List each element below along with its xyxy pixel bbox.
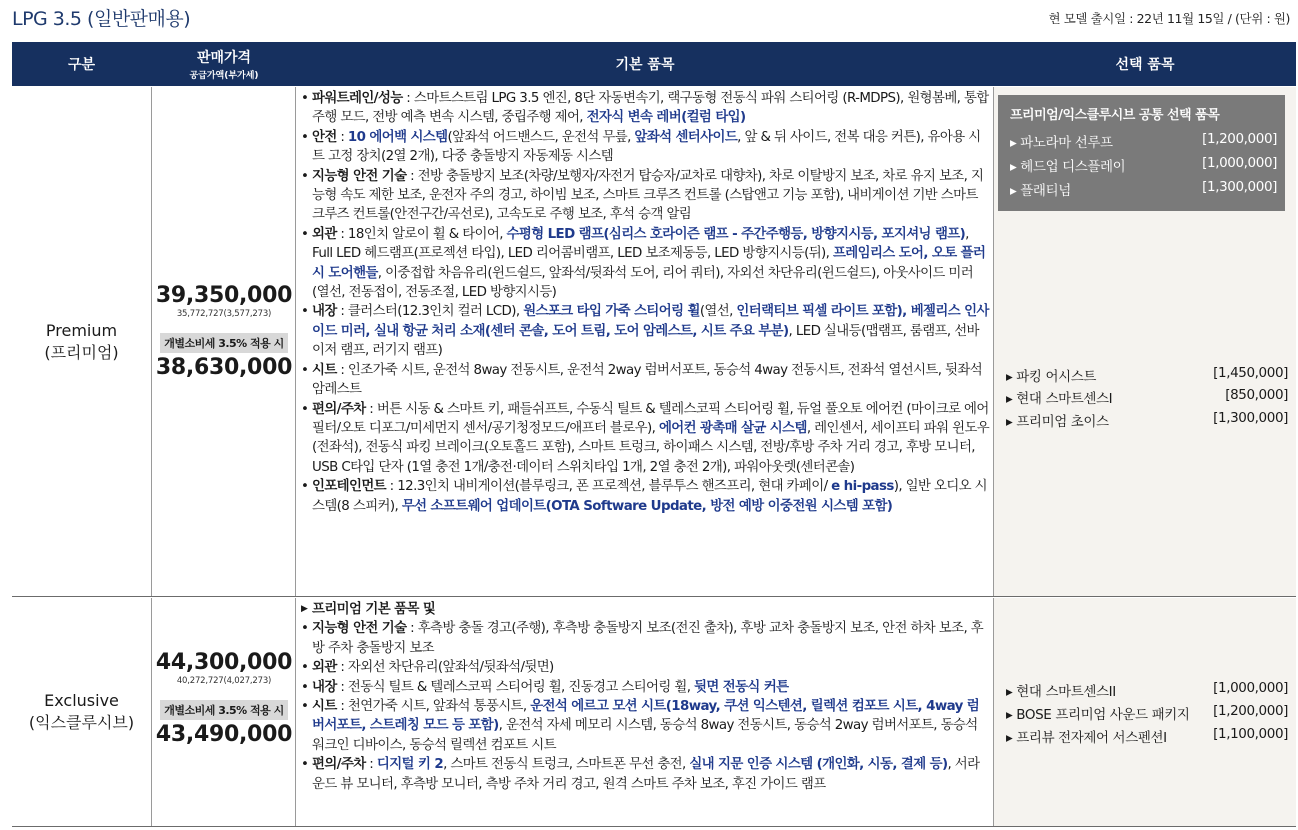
basic-items-premium [300,89,990,516]
option-item: ▸ BOSE 프리미엄 사운드 패키지 [1,200,000] [1006,703,1288,723]
supply-price: 35,772,727(3,577,273) [176,309,272,319]
list-item: • 시트 : 인조가죽 시트, 운전석 8way 전동시트, 운전석 2way 럼버서포트, 동승석 4way 전동시트, 전좌석 열선시트, 뒷좌석 암레스트 [300,361,990,400]
tax-label: 개별소비세 3.5% 적용 시 [160,700,288,720]
list-item: • 시트 : 천연가죽 시트, 앞좌석 통풍시트, 운전석 에르고 모션 시트(18way, 쿠션 익스텐션, 릴렉션 컴포트 시트, 4way 럼버서포트, 스트레칭 모드 등 포함), 운전석 자세 메모리 시스템, 동승석 8way 전동시트, 동승석 2way 럼버서포트, 동승석 워크인 디바이스, 동승석 릴렉션 컴포트 시트 [300,697,990,755]
list-item: • 지능형 안전 기술 : 후측방 충돌 경고(주행), 후측방 충돌방지 보조(전진 출차), 후방 교차 충돌방지 보조, 안전 하차 보조, 후방 주차 충돌방지 보조 [300,619,990,658]
trim-name: Exclusive [44,691,119,710]
trim-row-exclusive [12,598,1296,827]
option-item: ▸ 프리미엄 초이스 [1,300,000] [1006,410,1288,430]
common-options-box [998,95,1285,211]
price-value: 39,350,000 [155,283,293,308]
option-item: ▸ 프리뷰 전자제어 서스펜션I [1,100,000] [1006,726,1288,746]
header-category [12,42,151,86]
option-cell-premium [994,87,1296,596]
option-item: ▸ 현대 스마트센스II [1,000,000] [1006,680,1288,700]
header-basic-label: 기본 품목 [615,57,675,73]
header-option-label: 선택 품목 [1115,57,1175,73]
trim-name: Premium [45,320,118,340]
header-price-sub: 공급가액(부가세) [189,71,259,81]
header-basic [296,42,994,86]
list-item: • 외관 : 18인치 알로이 휠 & 타이어, 수평형 LED 램프(심리스 호라이즌 램프 - 주간주행등, 방향지시등, 포지셔닝 램프), Full LED 헤드램프(프로젝션 타입), LED 리어콤비램프, LED 보조제동등, LED 방향지시등(뒤), 프레임리스 도어, 오토 플러시 도어핸들, 이중접합 차음유리(윈드쉴드, 앞좌석/뒷좌석 도어, 리어 쿼터), 자외선 차단유리(윈드쉴드), 아웃사이드 미러(열선, 전동접이, 전동조절, LED 방향지시등) [300,225,990,303]
trim-name-exclusive [12,598,151,826]
list-item: • 지능형 안전 기술 : 전방 충돌방지 보조(차량/보행자/자전거 탑승자/교차로 대향차), 차로 이탈방지 보조, 차로 유지 보조, 지능형 속도 제한 보조, 운전자 주의 경고, 하이빔 보조, 스마트 크루즈 컨트롤 (스탑앤고 기능 포함), 내비게이션 기반 스마트 크루즈 컨트롤(안전구간/곡선로), 고속도로 주행 보조, 후석 승객 알림 [300,167,990,225]
list-item: • 파워트레인/성능 : 스마트스트림 LPG 3.5 엔진, 8단 자동변속기, 랙구동형 전동식 파워 스티어링 (R-MDPS), 원형봄베, 통합 주행 모드, 전방 예측 변속 시스템, 중립주행 제어, 전자식 변속 레버(컬럼 타입) [300,89,990,128]
header-price [152,42,296,86]
list-item: • 내장 : 클러스터(12.3인치 컬러 LCD), 원스포크 타입 가죽 스티어링 휠(열선, 인터랙티브 픽셀 라이트 포함), 베젤리스 인사이드 미러, 실내 항균 처리 소재(센터 콘솔, 도어 트림, 도어 암레스트, 시트 주요 부분), LED 실내등(맵램프, 룸램프, 선바이저 램프, 러기지 램프) [300,302,990,360]
option-cell-exclusive [994,598,1296,826]
list-item: • 외관 : 자외선 차단유리(앞좌석/뒷좌석/뒷면) [300,658,990,677]
list-item: • 내장 : 전동식 틸트 & 텔레스코픽 스티어링 휠, 진동경고 스티어링 휠, 뒷면 전동식 커튼 [300,678,990,697]
trim-name-kr: (익스클루시브) [28,713,135,732]
header-price-label: 판매가격 [196,50,252,66]
option-item: ▸ 현대 스마트센스I [850,000] [1006,387,1288,407]
option-item: ▸ 헤드업 디스플레이 [1,000,000] [1010,155,1277,175]
price-value: 44,300,000 [155,650,293,675]
table-header [12,42,1296,86]
trim-name-kr: (프리미엄) [44,342,119,362]
list-item: • 인포테인먼트 : 12.3인치 내비게이션(블루링크, 폰 프로젝션, 블루투스 핸즈프리, 현대 카페이/ e hi-pass), 일반 오디오 시스템(8 스피커), 무선 소프트웨어 업데이트(OTA Software Update, 방전 예방 이중전원 시스템 포함) [300,477,990,516]
trim-row-premium [12,87,1296,597]
option-item: ▸ 파노라마 선루프 [1,200,000] [1010,131,1277,151]
common-options-title: 프리미엄/익스클루시브 공통 선택 품목 [1010,108,1220,123]
tax-label: 개별소비세 3.5% 적용 시 [160,333,288,353]
list-item: • 편의/주차 : 버튼 시동 & 스마트 키, 패들쉬프트, 수동식 틸트 & 텔레스코픽 스티어링 휠, 듀얼 풀오토 에어컨 (마이크로 에어필터/오토 디포그/미세먼지 센서/공기청정모드/애프터 블로우), 에어컨 광촉매 살균 시스템, 레인센서, 세이프티 파워 윈도우(전좌석), 전동식 파킹 브레이크(오토홀드 포함), 스마트 트렁크, 하이패스 시스템, 전방/후방 주차 거리 경고, 후방 모니터, USB C타입 단자 (1열 충전 1개/충전·데이터 스위치타입 1개, 2열 충전 2개), 파워아웃렛(센터콘솔) [300,400,990,478]
tax-price-value: 43,490,000 [155,722,293,747]
option-item: ▸ 파킹 어시스트 [1,450,000] [1006,365,1288,385]
tax-price-value: 38,630,000 [155,355,293,380]
header-category-label: 구분 [67,57,96,73]
header-option [994,42,1296,86]
release-info: 현 모델 출시일 : 22년 11월 15일 / (단위 : 원) [1048,11,1290,26]
basic-items-exclusive [300,600,990,794]
trim-name-premium [12,87,151,596]
list-item: • 편의/주차 : 디지털 키 2, 스마트 전동식 트렁크, 스마트폰 무선 충전, 실내 지문 인증 시스템 (개인화, 시동, 결제 등), 서라운드 뷰 모니터, 후측방 모니터, 측방 주차 거리 경고, 원격 스마트 주차 보조, 후진 가이드 램프 [300,755,990,794]
page-title: LPG 3.5 (일반판매용) [12,8,191,30]
option-item: ▸ 플래티넘 [1,300,000] [1010,179,1277,199]
price-cell-exclusive [152,598,296,826]
list-item: ▶ 프리미엄 기본 품목 및 [300,600,990,619]
price-cell-premium [152,87,296,596]
list-item: • 안전 : 10 에어백 시스템(앞좌석 어드밴스드, 운전석 무릎, 앞좌석 센터사이드, 앞 & 뒤 사이드, 전복 대응 커튼), 유아용 시트 고정 장치(2열 2개), 다중 충돌방지 자동제동 시스템 [300,128,990,167]
supply-price: 40,272,727(4,027,273) [176,676,272,686]
